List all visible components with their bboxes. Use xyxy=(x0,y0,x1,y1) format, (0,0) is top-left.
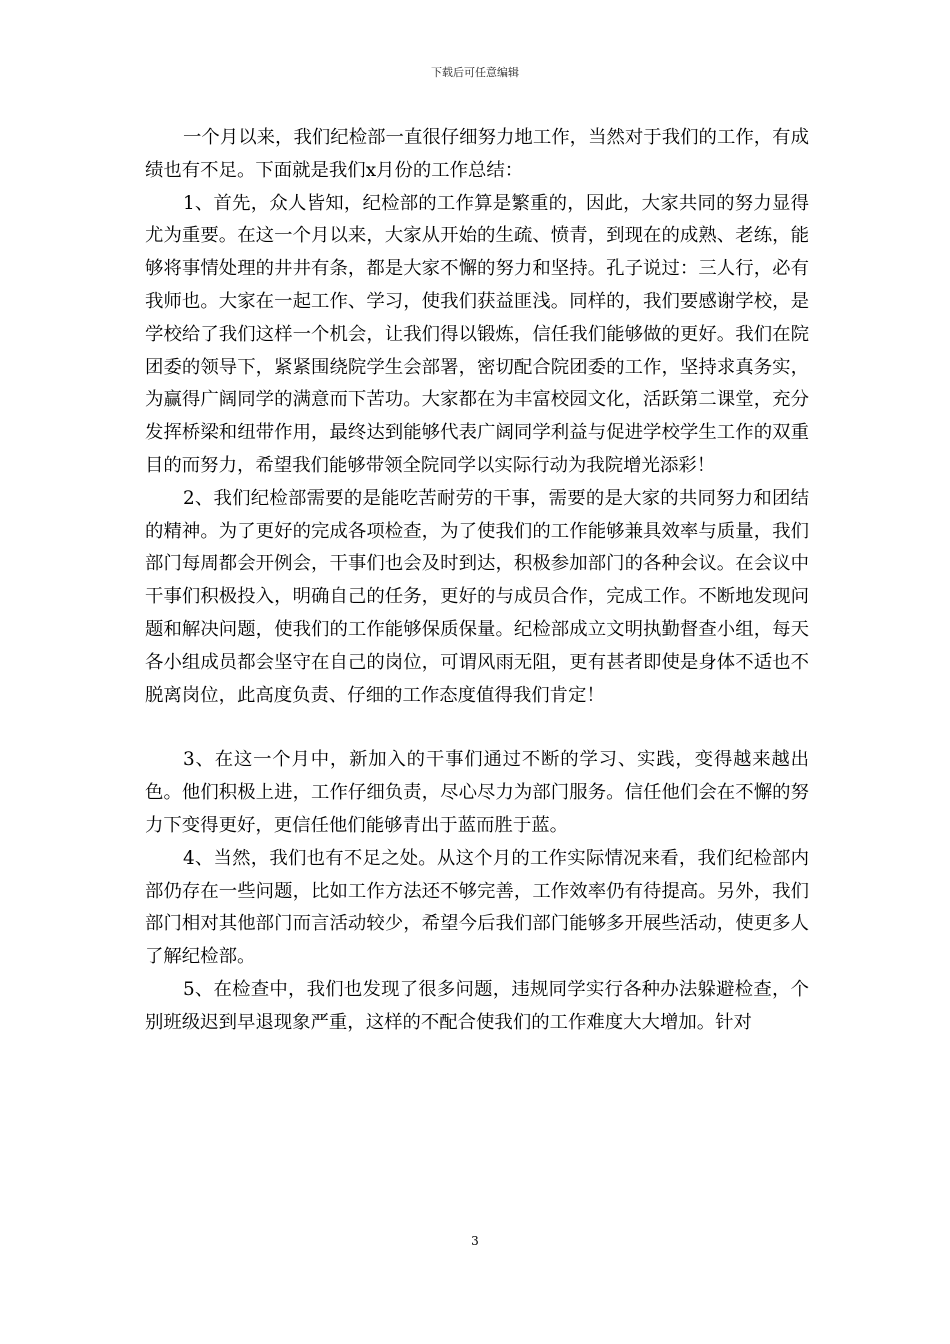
paragraph-intro: 一个月以来，我们纪检部一直很仔细努力地工作，当然对于我们的工作，有成绩也有不足。下面就是我们x月份的工作总结： xyxy=(145,127,809,181)
paragraph-point-4: 4、当然，我们也有不足之处。从这个月的工作实际情况来看，我们纪检部内部仍存在一些问题，比如工作方法还不够完善，工作效率仍有待提高。另外，我们部门相对其他部门而言活动较少，希望今后我们部门能够多开展些活动，使更多人了解纪检部。 xyxy=(145,847,809,968)
page-header: 下载后可任意编辑 xyxy=(431,66,519,79)
paragraph-point-5: 5、在检查中，我们也发现了很多问题，违规同学实行各种办法躲避检查，个别班级迟到早退现象严重，这样的不配合使我们的工作难度大大增加。针对 xyxy=(145,978,809,1033)
paragraph-point-3: 3、在这一个月中，新加入的干事们通过不断的学习、实践，变得越来越出色。他们积极上进，工作仔细负责，尽心尽力为部门服务。信任他们会在不懈的努力下变得更好，更信任他们能够青出于蓝而胜于蓝。 xyxy=(145,749,809,836)
paragraph-spacer xyxy=(145,712,809,744)
document-body xyxy=(145,122,809,1040)
paragraph-point-1: 1、首先，众人皆知，纪检部的工作算是繁重的，因此，大家共同的努力显得尤为重要。在这一个月以来，大家从开始的生疏、愤青，到现在的成熟、老练，能够将事情处理的井井有条，都是大家不懈的努力和坚持。孔子说过：三人行，必有我师也。大家在一起工作、学习，使我们获益匪浅。同样的，我们要感谢学校，是学校给了我们这样一个机会，让我们得以锻炼，信任我们能够做的更好。我们在院团委的领导下，紧紧围绕院学生会部署，密切配合院团委的工作，坚持求真务实，为赢得广阔同学的满意而下苦功。大家都在为丰富校园文化，活跃第二课堂，充分发挥桥梁和纽带作用，最终达到能够代表广阔同学利益与促进学校学生工作的双重目的而努力，希望我们能够带领全院同学以实际行动为我院增光添彩！ xyxy=(145,192,809,476)
paragraph-point-2: 2、我们纪检部需要的是能吃苦耐劳的干事，需要的是大家的共同努力和团结的精神。为了更好的完成各项检查，为了使我们的工作能够兼具效率与质量，我们部门每周都会开例会，干事们也会及时到达，积极参加部门的各种会议。在会议中干事们积极投入，明确自己的任务，更好的与成员合作，完成工作。不断地发现问题和解决问题，使我们的工作能够保质保量。纪检部成立文明执勤督查小组，每天各小组成员都会坚守在自己的岗位，可谓风雨无阻，更有甚者即使是身体不适也不脱离岗位，此高度负责、仔细的工作态度值得我们肯定！ xyxy=(145,487,809,706)
page-number: 3 xyxy=(471,1234,479,1248)
